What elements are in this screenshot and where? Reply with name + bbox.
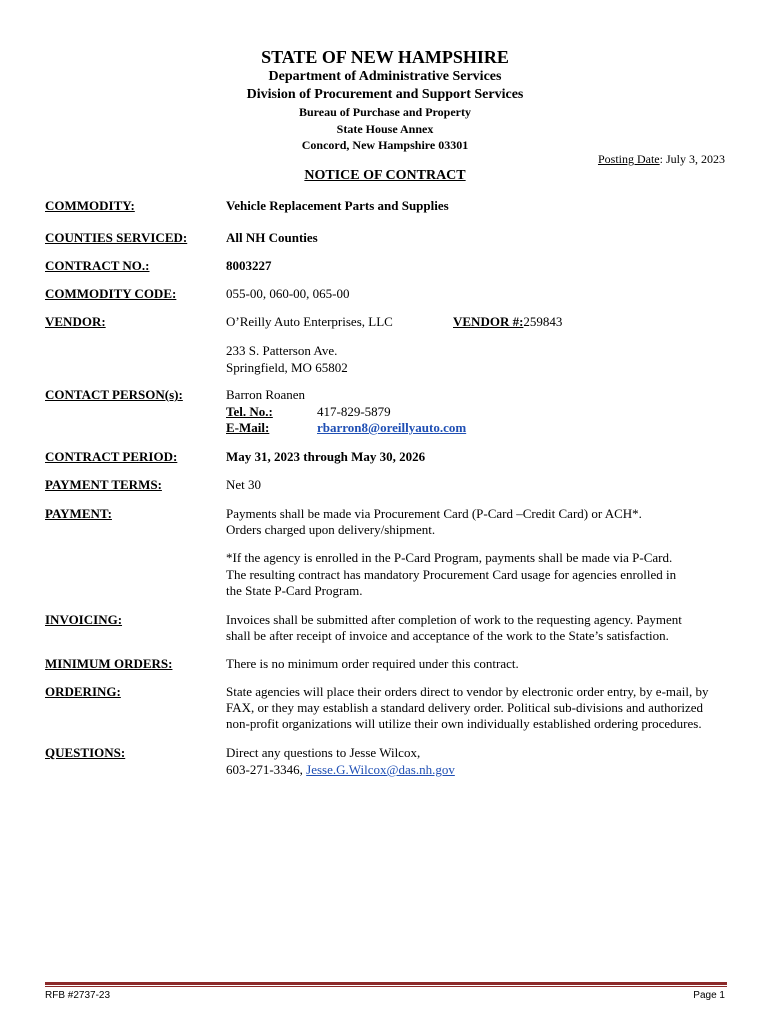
- invoicing-line1: Invoices shall be submitted after completion of work to the requesting agency. Payment: [226, 612, 682, 627]
- questions-email-link[interactable]: Jesse.G.Wilcox@das.nh.gov: [306, 762, 455, 777]
- ordering-line3: non-profit organizations will utilize their own individually established ordering procedures.: [226, 716, 702, 731]
- division-name: Division of Procurement and Support Services: [246, 87, 524, 102]
- posting-date-value: July 3, 2023: [665, 152, 725, 166]
- period-value: May 31, 2023 through May 30, 2026: [226, 449, 426, 464]
- counties-label: COUNTIES SERVICED:: [45, 230, 188, 245]
- vendor-name: O’Reilly Auto Enterprises, LLC: [226, 314, 393, 329]
- payment-note2: The resulting contract has mandatory Procurement Card usage for agencies enrolled in: [226, 567, 677, 582]
- commodity-label: COMMODITY:: [45, 198, 135, 213]
- building-name: State House Annex: [336, 122, 434, 136]
- minimum-value: There is no minimum order required under this contract.: [226, 656, 519, 671]
- payment-note1: *If the agency is enrolled in the P-Card Program, payments shall be made via P-Card.: [226, 550, 673, 565]
- tel-label: Tel. No.:: [226, 404, 273, 419]
- payment-line1: Payments shall be made via Procurement Card (P-Card –Credit Card) or ACH*.: [226, 506, 642, 521]
- vendor-address-line1: 233 S. Patterson Ave.: [226, 343, 338, 358]
- minimum-label: MINIMUM ORDERS:: [45, 656, 173, 671]
- period-label: CONTRACT PERIOD:: [45, 449, 178, 464]
- doc-title: STATE OF NEW HAMPSHIRE: [261, 47, 509, 67]
- tel-value: 417-829-5879: [317, 404, 391, 419]
- footer-rule-thick: [45, 982, 727, 985]
- notice-title: NOTICE OF CONTRACT: [304, 168, 466, 183]
- invoicing-label: INVOICING:: [45, 612, 123, 627]
- questions-line1: Direct any questions to Jesse Wilcox,: [226, 745, 421, 760]
- footer-page: Page 1: [693, 990, 725, 1001]
- terms-label: PAYMENT TERMS:: [45, 477, 162, 492]
- posting-date-label: Posting Date: [597, 152, 660, 166]
- contract-no-value: 8003227: [226, 258, 272, 273]
- ordering-label: ORDERING:: [45, 684, 121, 699]
- commodity-code-value: 055-00, 060-00, 065-00: [226, 286, 350, 301]
- commodity-code-label: COMMODITY CODE:: [45, 286, 177, 301]
- vendor-number-value: 259843: [523, 314, 563, 329]
- vendor-number-label: VENDOR #:: [453, 314, 524, 329]
- contract-no-label: CONTRACT NO.:: [45, 258, 150, 273]
- counties-value: All NH Counties: [226, 230, 318, 245]
- vendor-label: VENDOR:: [45, 314, 106, 329]
- contact-label: CONTACT PERSON(s):: [45, 387, 183, 402]
- invoicing-line2: shall be after receipt of invoice and acceptance of the work to the State’s satisfaction.: [226, 628, 669, 643]
- questions-label: QUESTIONS:: [45, 745, 126, 760]
- payment-note3: the State P-Card Program.: [226, 583, 363, 598]
- questions-line2: [226, 762, 455, 778]
- payment-line2: Orders charged upon delivery/shipment.: [226, 522, 436, 537]
- payment-label: PAYMENT:: [45, 506, 112, 521]
- bureau-name: Bureau of Purchase and Property: [298, 105, 471, 119]
- email-label: E-Mail:: [226, 420, 270, 435]
- questions-phone: 603-271-3346,: [226, 762, 303, 777]
- contact-name: Barron Roanen: [226, 387, 306, 402]
- ordering-line1: State agencies will place their orders direct to vendor by electronic order entry, by e-mail, by: [226, 684, 709, 699]
- footer-rule-thin: [45, 986, 727, 987]
- vendor-address-line2: Springfield, MO 65802: [226, 360, 348, 375]
- posting-date: Posting Date: July 3, 2023: [597, 152, 725, 166]
- commodity-value: Vehicle Replacement Parts and Supplies: [226, 198, 449, 213]
- contact-email-link[interactable]: rbarron8@oreillyauto.com: [317, 420, 467, 435]
- terms-value: Net 30: [226, 477, 262, 492]
- department-name: Department of Administrative Services: [268, 69, 502, 84]
- ordering-line2: FAX, or they may establish a standard delivery order. Political sub-divisions and authorized: [226, 700, 704, 715]
- address: Concord, New Hampshire 03301: [301, 138, 469, 152]
- vendor-number: [453, 314, 562, 330]
- footer-rfb: RFB #2737-23: [45, 990, 111, 1001]
